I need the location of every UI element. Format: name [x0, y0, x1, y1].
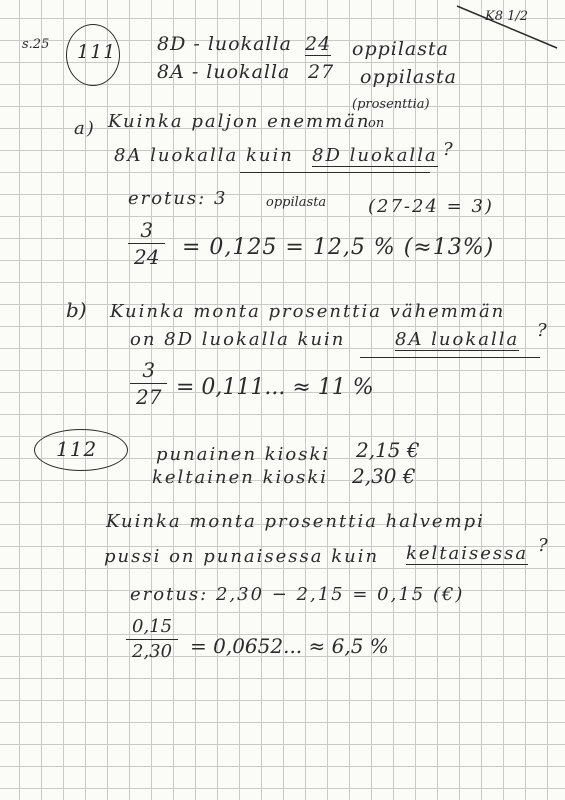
- problem-112-fraction-numerator: 0,15: [132, 616, 173, 637]
- part-a-question-insert: (prosenttia): [352, 97, 430, 112]
- part-a-question-on: on: [368, 116, 385, 131]
- problem-112-fraction-denominator: 2,30: [126, 639, 178, 661]
- part-a-underline: [240, 172, 430, 173]
- part-a-difference-calc: (27-24 = 3): [368, 196, 494, 217]
- part-a-question-line1: Kuinka paljon enemmän: [108, 111, 371, 132]
- part-b-label: b): [66, 298, 87, 322]
- class-8d-label: 8D - luokalla: [157, 33, 292, 55]
- problem-number-112: 112: [56, 437, 98, 461]
- part-a-question-target: 8D luokalla: [312, 145, 438, 166]
- part-b-question-target: 8A luokalla: [395, 329, 520, 350]
- part-a-question-line2: 8A luokalla kuin: [114, 145, 294, 166]
- problem-112-fraction: [126, 618, 178, 661]
- class-8a-unit: oppilasta: [360, 66, 457, 88]
- part-a-label: a): [74, 118, 96, 139]
- class-8d-count: 24: [305, 33, 332, 55]
- problem-112-result: = 0,0652... ≈ 6,5 %: [190, 634, 389, 658]
- part-a-difference-unit: oppilasta: [266, 195, 327, 210]
- class-8a-count: 27: [308, 61, 335, 83]
- part-b-result: = 0,111... ≈ 11 %: [176, 375, 374, 400]
- problem-112-question-line2: pussi on punaisessa kuin: [104, 546, 380, 567]
- problem-number-111: 111: [77, 41, 117, 63]
- part-b-fraction: [130, 360, 167, 407]
- part-b-question-line2: on 8D luokalla kuin: [130, 329, 346, 350]
- part-a-difference: erotus: 3: [128, 188, 228, 209]
- page-number: s.25: [22, 37, 50, 52]
- item-yellow-kiosk-price: 2,30 €: [352, 464, 416, 488]
- part-a-question-mark: ?: [443, 139, 455, 160]
- problem-112-question-target: keltaisessa: [406, 543, 529, 564]
- problem-112-question-line1: Kuinka monta prosenttia halvempi: [106, 511, 485, 532]
- part-b-fraction-numerator: 3: [142, 358, 156, 382]
- part-b-underline: [360, 357, 540, 358]
- item-red-kiosk: punainen kioski: [156, 444, 331, 465]
- part-b-question-mark: ?: [537, 320, 549, 341]
- part-a-fraction-denominator: 24: [128, 243, 165, 267]
- part-b-fraction-denominator: 27: [130, 383, 167, 407]
- corner-label: K8 1/2: [485, 9, 529, 24]
- item-yellow-kiosk: keltainen kioski: [152, 467, 328, 488]
- item-red-kiosk-price: 2,15 €: [356, 438, 420, 462]
- class-8a-label: 8A - luokalla: [157, 61, 291, 83]
- problem-112-question-mark: ?: [538, 535, 550, 556]
- problem-112-difference: erotus: 2,30 − 2,15 = 0,15 (€): [130, 584, 465, 605]
- part-a-fraction: [128, 220, 165, 267]
- class-8d-unit: oppilasta: [352, 38, 449, 60]
- part-a-fraction-numerator: 3: [140, 218, 154, 242]
- part-a-result: = 0,125 = 12,5 % (≈13%): [182, 235, 495, 260]
- part-b-question-line1: Kuinka monta prosenttia vähemmän: [110, 301, 506, 322]
